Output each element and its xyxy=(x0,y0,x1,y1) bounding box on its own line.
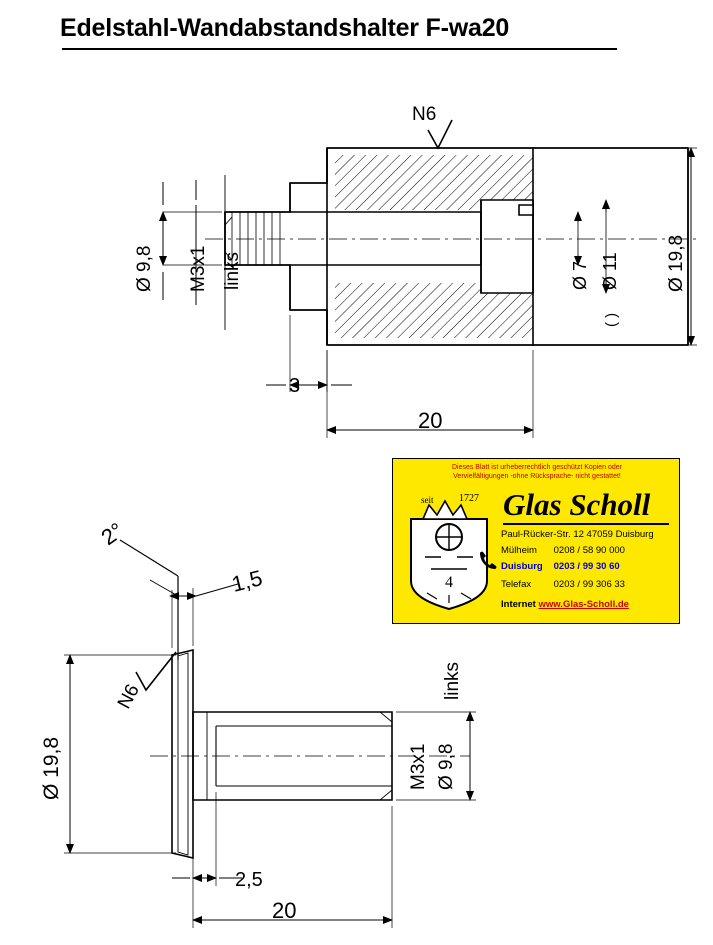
label-dim-plate-thickness: 1,5 xyxy=(229,565,265,597)
phone-icon xyxy=(477,549,499,571)
label-dim-thread-top: M3x1 xyxy=(188,245,209,292)
contact-label-duisburg: Duisburg xyxy=(501,561,543,572)
company-stamp xyxy=(392,458,680,624)
brand-underline xyxy=(503,523,669,525)
label-dim-bore-mid-note: ( ) xyxy=(603,312,620,327)
copyright-notice-line1: Dieses Blatt ist urheberrechtlich geschützt Kopien oder xyxy=(451,464,623,471)
top-view-geometry xyxy=(205,148,700,345)
contact-value-duisburg: 0203 / 99 30 60 xyxy=(553,561,620,572)
label-dim-shoulder-top: 3 xyxy=(289,375,301,397)
label-dim-thread-bottom: M3x1 xyxy=(408,743,429,790)
label-surface-finish-top: N6 xyxy=(412,104,437,125)
label-surface-finish-bottom: N6 xyxy=(113,681,144,713)
label-dim-outer-top: Ø 19,8 xyxy=(666,234,687,292)
internet-row xyxy=(501,599,629,610)
label-dim-thread-direction-top: links xyxy=(222,251,243,290)
label-dim-outer-bottom: Ø 19,8 xyxy=(40,736,63,800)
website-link[interactable]: www.Glas-Scholl.de xyxy=(538,599,629,610)
label-dim-length-bottom: 20 xyxy=(272,898,297,923)
label-dim-bore-small: Ø 7 xyxy=(570,260,590,290)
label-dim-thread-outer-top: Ø 9,8 xyxy=(134,245,155,292)
label-dim-thread-outer-bottom: Ø 9,8 xyxy=(436,743,457,790)
company-address: Paul-Rücker-Str. 12 47059 Duisburg xyxy=(501,529,654,540)
bottom-view-plate-dim xyxy=(170,584,238,648)
copyright-notice-line2: Vervielfältigungen -ohne Rücksprache- nicht gestattet! xyxy=(453,473,621,481)
crest-seit-text: seit xyxy=(421,495,434,505)
contact-label-telefax: Telefax xyxy=(501,579,532,590)
label-dim-bore-mid: Ø 11 xyxy=(600,252,620,290)
label-angle-bottom: 2° xyxy=(96,517,129,551)
contact-row-muelheim xyxy=(501,545,625,556)
brand-name: Glas Scholl xyxy=(503,487,651,522)
contact-row-telefax xyxy=(501,579,625,590)
internet-label: Internet xyxy=(501,599,536,610)
angle-leader-bottom xyxy=(120,540,178,660)
contact-label-muelheim: Mülheim xyxy=(501,545,537,556)
svg-text:4: 4 xyxy=(445,574,453,591)
label-dim-length-top: 20 xyxy=(418,408,443,433)
contact-value-telefax: 0203 / 99 306 33 xyxy=(553,579,625,590)
contact-row-duisburg xyxy=(501,561,620,572)
label-dim-step-bottom: 2,5 xyxy=(235,869,263,891)
label-dim-thread-direction-bottom: links xyxy=(442,661,463,700)
page-title: Edelstahl-Wandabstandshalter F-wa20 xyxy=(60,14,510,42)
copyright-notice xyxy=(397,463,677,482)
surface-finish-symbol-bottom xyxy=(136,652,176,690)
crest-year-text: 1727 xyxy=(459,493,479,504)
contact-value-muelheim: 0208 / 58 90 000 xyxy=(553,545,625,556)
coat-of-arms-icon xyxy=(401,485,497,611)
